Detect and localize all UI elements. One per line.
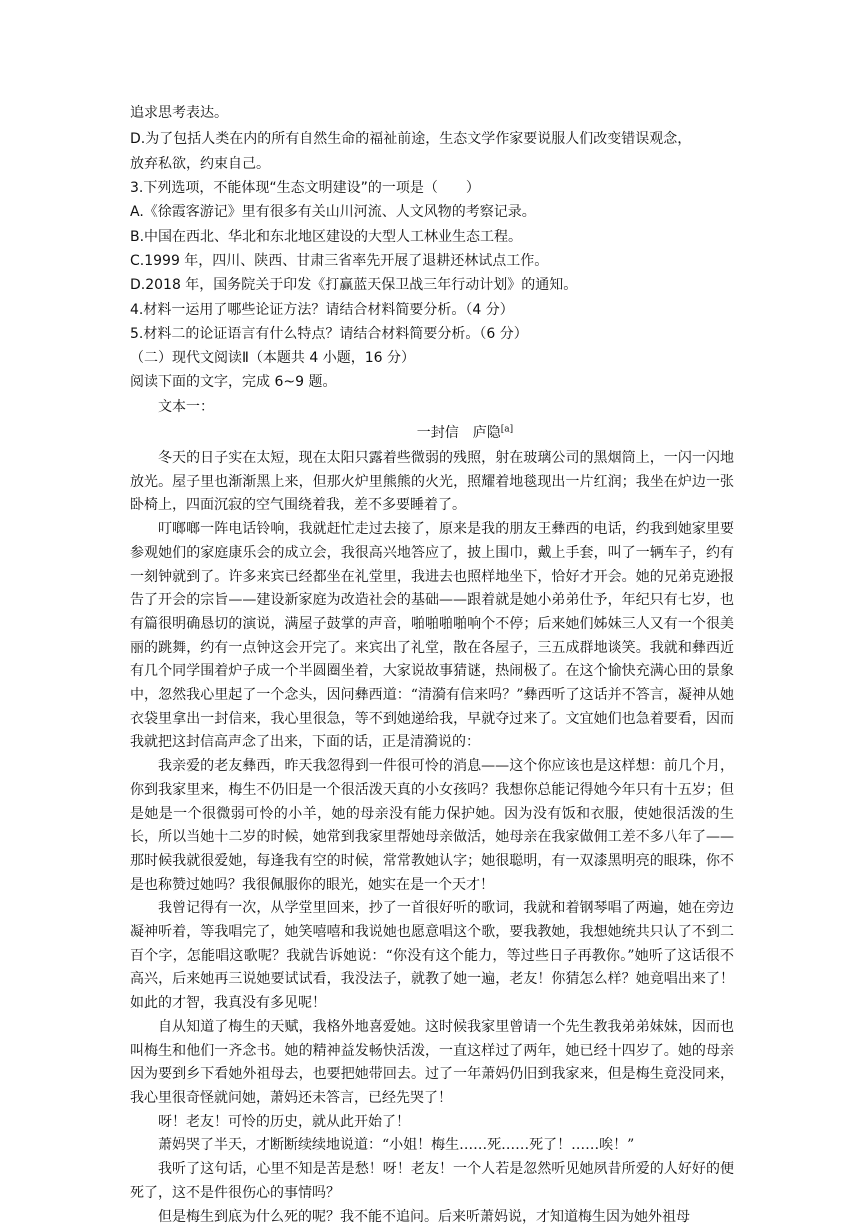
text-label: 文本一： <box>158 397 763 417</box>
article-title <box>0 423 860 443</box>
reading-instruction: 阅读下面的文字，完成 6~9 题。 <box>130 372 735 392</box>
option-d-line-2: 放弃私欲，约束自己。 <box>130 154 735 174</box>
paragraph: 叮啷啷一阵电话铃响，我就赶忙走过去接了，原来是我的朋友王彝西的电话，约我到她家里要参观她们的家庭康乐会的成立会，我很高兴地答应了，披上围巾，戴上手套，叫了一辆车子，约有一刻钟就到了。许多来宾已经都坐在礼堂里，我进去也照样地坐下，恰好才开会。她的兄弟克逊报告了开会的宗旨——建设新家庭为改造社会的基础——跟着就是她小弟弟仕予，年纪只有七岁，也有篇很明确恳切的演说，满屋子鼓掌的声音，啪啪啪啪响个不停；后来她们姊妹三人又有一个很美丽的跳舞，约有一点钟这会开完了。来宾出了礼堂，散在各屋子，三五成群地谈笑。我就和彝西近有几个同学围着炉子成一个半圆圈坐着，大家说故事猜谜，热闹极了。在这个愉快充满心田的景象中，忽然我心里起了一个念头，因问彝西道：“清漪有信来吗？”彝西听了这话并不答言，凝神从她衣袋里拿出一封信来，我心里很急，等不到她递给我，早就夺过来了。文宜她们也急着要看，因而我就把这封信高声念了出来，下面的话，正是清漪说的： <box>130 518 734 755</box>
footnote-marker: [a] <box>501 424 513 434</box>
question-5: 5.材料二的论证语言有什么特点？请结合材料简要分析。（6 分） <box>130 324 735 344</box>
paragraph: 我亲爱的老友彝西，昨天我忽得到一件很可怜的消息——这个你应该也是这样想：前几个月，你到我家里来，梅生不仍旧是一个很活泼天真的小女孩吗？我想你总能记得她今年只有十五岁；但是她是一个很微弱可怜的小羊，她的母亲没有能力保护她。因为没有饭和衣服，使她很活泼的生长，所以当她十二岁的时候，她常到我家里帮她母亲做活，她母亲在我家做佣工差不多八年了——那时候我就很爱她，每逢我有空的时候，常常教她认字；她很聪明，有一双漆黑明亮的眼珠，你不是也称赞过她吗？我很佩服你的眼光，她实在是一个天才！ <box>130 755 734 897</box>
option-c: C.1999 年，四川、陕西、甘肃三省率先开展了退耕还林试点工作。 <box>130 251 735 271</box>
paragraph: 自从知道了梅生的天赋，我格外地喜爱她。这时候我家里曾请一个先生教我弟弟妹妹，因而也叫梅生和他们一齐念书。她的精神益发畅快活泼，一直这样过了两年，她已经十四岁了。她的母亲因为要到乡下看她外祖母去，也要把她带回去。过了一年萧妈仍旧到我家来，但是梅生竟没同来，我心里很奇怪就问她，萧妈还未答言，已经先哭了！ <box>130 1016 734 1111</box>
option-d-line-1: D.为了包括人类在内的所有自然生命的福祉前途，生态文学作家要说服人们改变错误观念， <box>130 129 735 149</box>
text-line: 追求思考表达。 <box>130 103 735 123</box>
option-a: A.《徐霞客游记》里有很多有关山川河流、人文风物的考察记录。 <box>130 202 735 222</box>
question-3: 3.下列选项，不能体现“生态文明建设”的一项是（ ） <box>130 178 735 198</box>
section-heading: （二）现代文阅读Ⅱ（本题共 4 小题，16 分） <box>130 348 735 368</box>
article-title-text: 一封信 庐隐 <box>417 425 501 441</box>
paragraph: 萧妈哭了半天，才断断续续地说道：“小姐！梅生……死……死了！……唉！” <box>130 1134 734 1158</box>
paragraph: 呀！老友！可怜的历史，就从此开始了！ <box>130 1111 734 1135</box>
paragraph: 冬天的日子实在太短，现在太阳只露着些微弱的残照，射在玻璃公司的黑烟筒上，一闪一闪地放光。屋子里也渐渐黑上来，但那火炉里熊熊的火光，照耀着地毯现出一片红润；我坐在炉边一张卧椅上，四面沉寂的空气围绕着我，差不多要睡着了。 <box>130 447 734 518</box>
article-body <box>130 447 734 1229</box>
paragraph: 但是梅生到底为什么死的呢？我不能不追问。后来听萧妈说，才知道梅生因为她外祖母 <box>130 1206 734 1229</box>
question-4: 4.材料一运用了哪些论证方法？请结合材料简要分析。（4 分） <box>130 300 735 320</box>
paragraph: 我听了这句话，心里不知是苦是愁！呀！老友！一个人若是忽然听见她夙昔所爱的人好好的便死了，这不是件很伤心的事情吗？ <box>130 1158 734 1205</box>
paragraph: 我曾记得有一次，从学堂里回来，抄了一首很好听的歌词，我就和着钢琴唱了两遍，她在旁边凝神听着，等我唱完了，她笑嘻嘻和我说她也愿意唱这个歌，要我教她，我想她统共只认了不到二百个字，怎能唱这歌呢？我就告诉她说：“你没有这个能力，等过些日子再教你。”她听了这话很不高兴，后来她再三说她要试试看，我没法子，就教了她一遍，老友！你猜怎么样？她竟唱出来了！如此的才智，我真没有多见呢！ <box>130 897 734 1016</box>
option-d: D.2018 年，国务院关于印发《打赢蓝天保卫战三年行动计划》的通知。 <box>130 275 735 295</box>
option-b: B.中国在西北、华北和东北地区建设的大型人工林业生态工程。 <box>130 227 735 247</box>
